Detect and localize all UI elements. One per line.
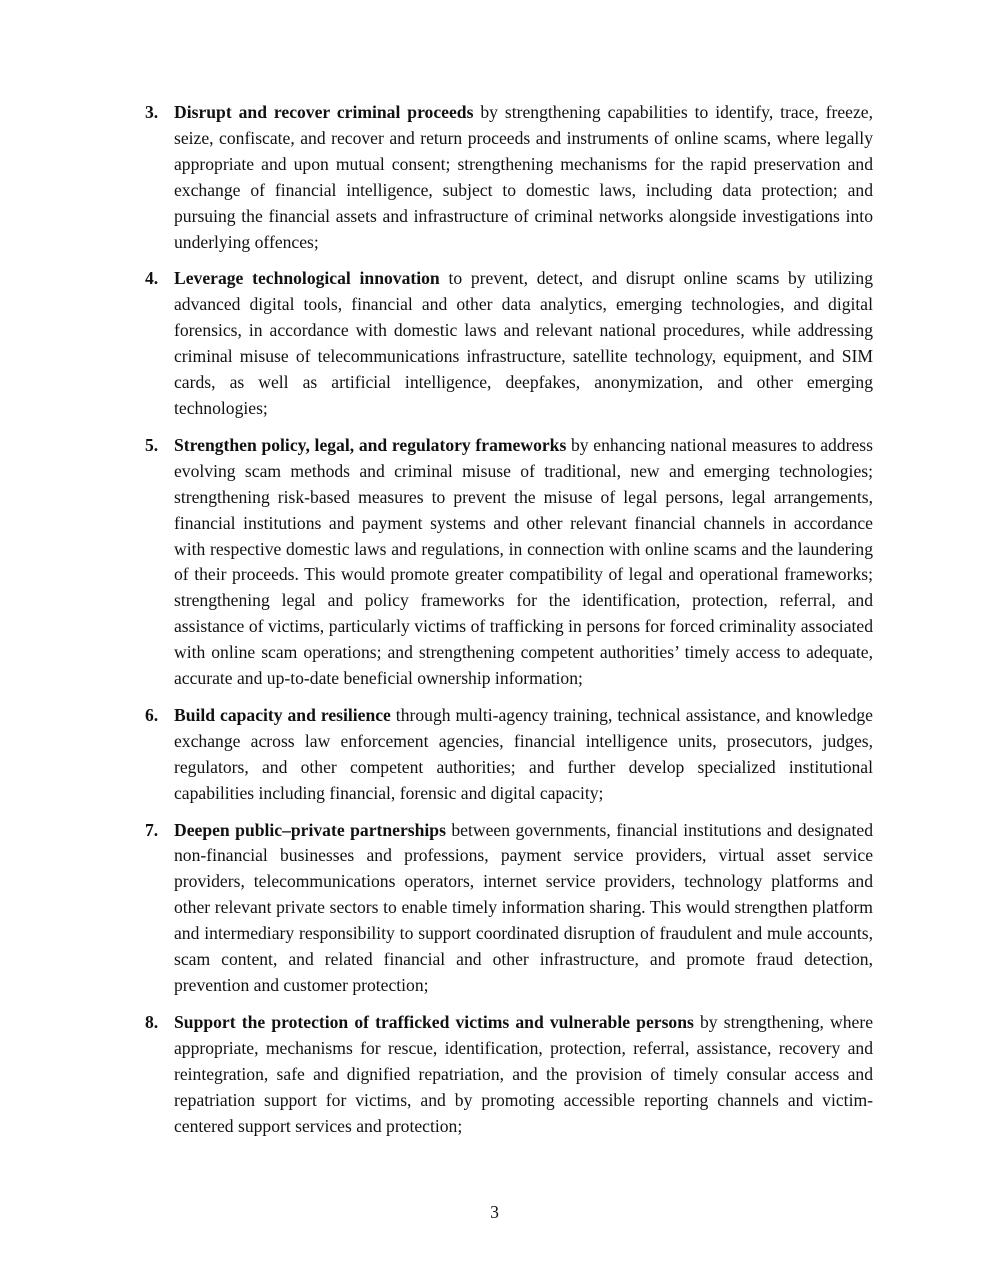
list-item-lead: Support the protection of trafficked victims and vulnerable persons [174, 1011, 694, 1032]
list-item-text: by strengthening capabilities to identify, trace, freeze, seize, confiscate, and recover and return proceeds and instruments of online scams, where legally appropriate and upon mutual consent; strengthening mechanisms for the rapid preservation and exchange of financial intelligence, subject to domestic laws, including data protection; and pursuing the financial assets and infrastructure of criminal networks alongside investigations into underlying offences; [174, 102, 873, 252]
list-item-text: to prevent, detect, and disrupt online scams by utilizing advanced digital tools, financial and other data analytics, emerging technologies, and digital forensics, in accordance with domestic laws and relevant national procedures, while addressing criminal misuse of telecommunications infrastructure, satellite technology, equipment, and SIM cards, as well as artificial intelligence, deepfakes, anonymization, and other emerging technologies; [174, 268, 874, 418]
list-item-text: by enhancing national measures to address evolving scam methods and criminal misuse of traditional, new and emerging technologies; strengthening risk-based measures to prevent the misuse of legal persons, legal arrangements, financial institutions and payment systems and other relevant financial channels in accordance with respective domestic laws and regulations, in connection with online scams and the laundering of their proceeds. This would promote greater compatibility of legal and operational frameworks; strengthening legal and policy frameworks for the identification, protection, referral, and assistance of victims, particularly victims of trafficking in persons for forced criminality associated with online scam operations; and strengthening competent authorities’ timely access to adequate, accurate and up-to-date beneficial ownership information; [174, 434, 873, 689]
list-item-number: 4. [145, 268, 159, 289]
list-item [145, 703, 873, 807]
numbered-list [145, 100, 873, 1150]
list-item-number: 3. [145, 102, 159, 122]
list-item-body [174, 1010, 873, 1140]
list-item-lead: Build capacity and resilience [174, 704, 391, 725]
list-item [145, 1010, 873, 1140]
list-item-body [174, 433, 873, 692]
list-item-text: between governments, financial institutions and designated non-financial businesses and professions, payment service providers, virtual asset service providers, telecommunications operators, internet service providers, technology platforms and other relevant private sectors to enable timely information sharing. This would strengthen platform and intermediary responsibility to support coordinated disruption of fraudulent and mule accounts, scam content, and related financial and other infrastructure, and promote fraud detection, prevention and customer protection; [174, 819, 873, 995]
list-item [145, 100, 873, 255]
list-item-number: 5. [145, 434, 159, 455]
list-item-number: 7. [145, 819, 159, 840]
list-item-lead: Disrupt and recover criminal proceeds [174, 102, 474, 122]
list-item-number: 8. [145, 1011, 159, 1032]
list-item-lead: Strengthen policy, legal, and regulatory frameworks [174, 434, 567, 455]
list-item-text: through multi-agency training, technical assistance, and knowledge exchange across law enforcement agencies, financial intelligence units, prosecutors, judges, regulators, and other competent authorities; and further develop specialized institutional capabilities including financial, forensic and digital capacity; [174, 704, 873, 803]
list-item-body [174, 818, 873, 999]
list-item-number: 6. [145, 704, 159, 725]
list-item [145, 266, 873, 421]
list-item-body [174, 100, 873, 255]
list-item-lead: Leverage technological innovation [174, 268, 440, 289]
list-item-body [174, 703, 873, 807]
list-item-body [174, 266, 873, 421]
list-item-text: by strengthening, where appropriate, mechanisms for rescue, identification, protection, referral, assistance, recovery and reintegration, safe and dignified repatriation, and the provision of timely consular access and repatriation support for victims, and by promoting accessible reporting channels and victim-centered support services and protection; [174, 1011, 873, 1136]
page-number: 3 [490, 1202, 499, 1222]
list-item-lead: Deepen public–private partnerships [174, 819, 446, 840]
list-item [145, 818, 873, 999]
list-item [145, 433, 873, 692]
